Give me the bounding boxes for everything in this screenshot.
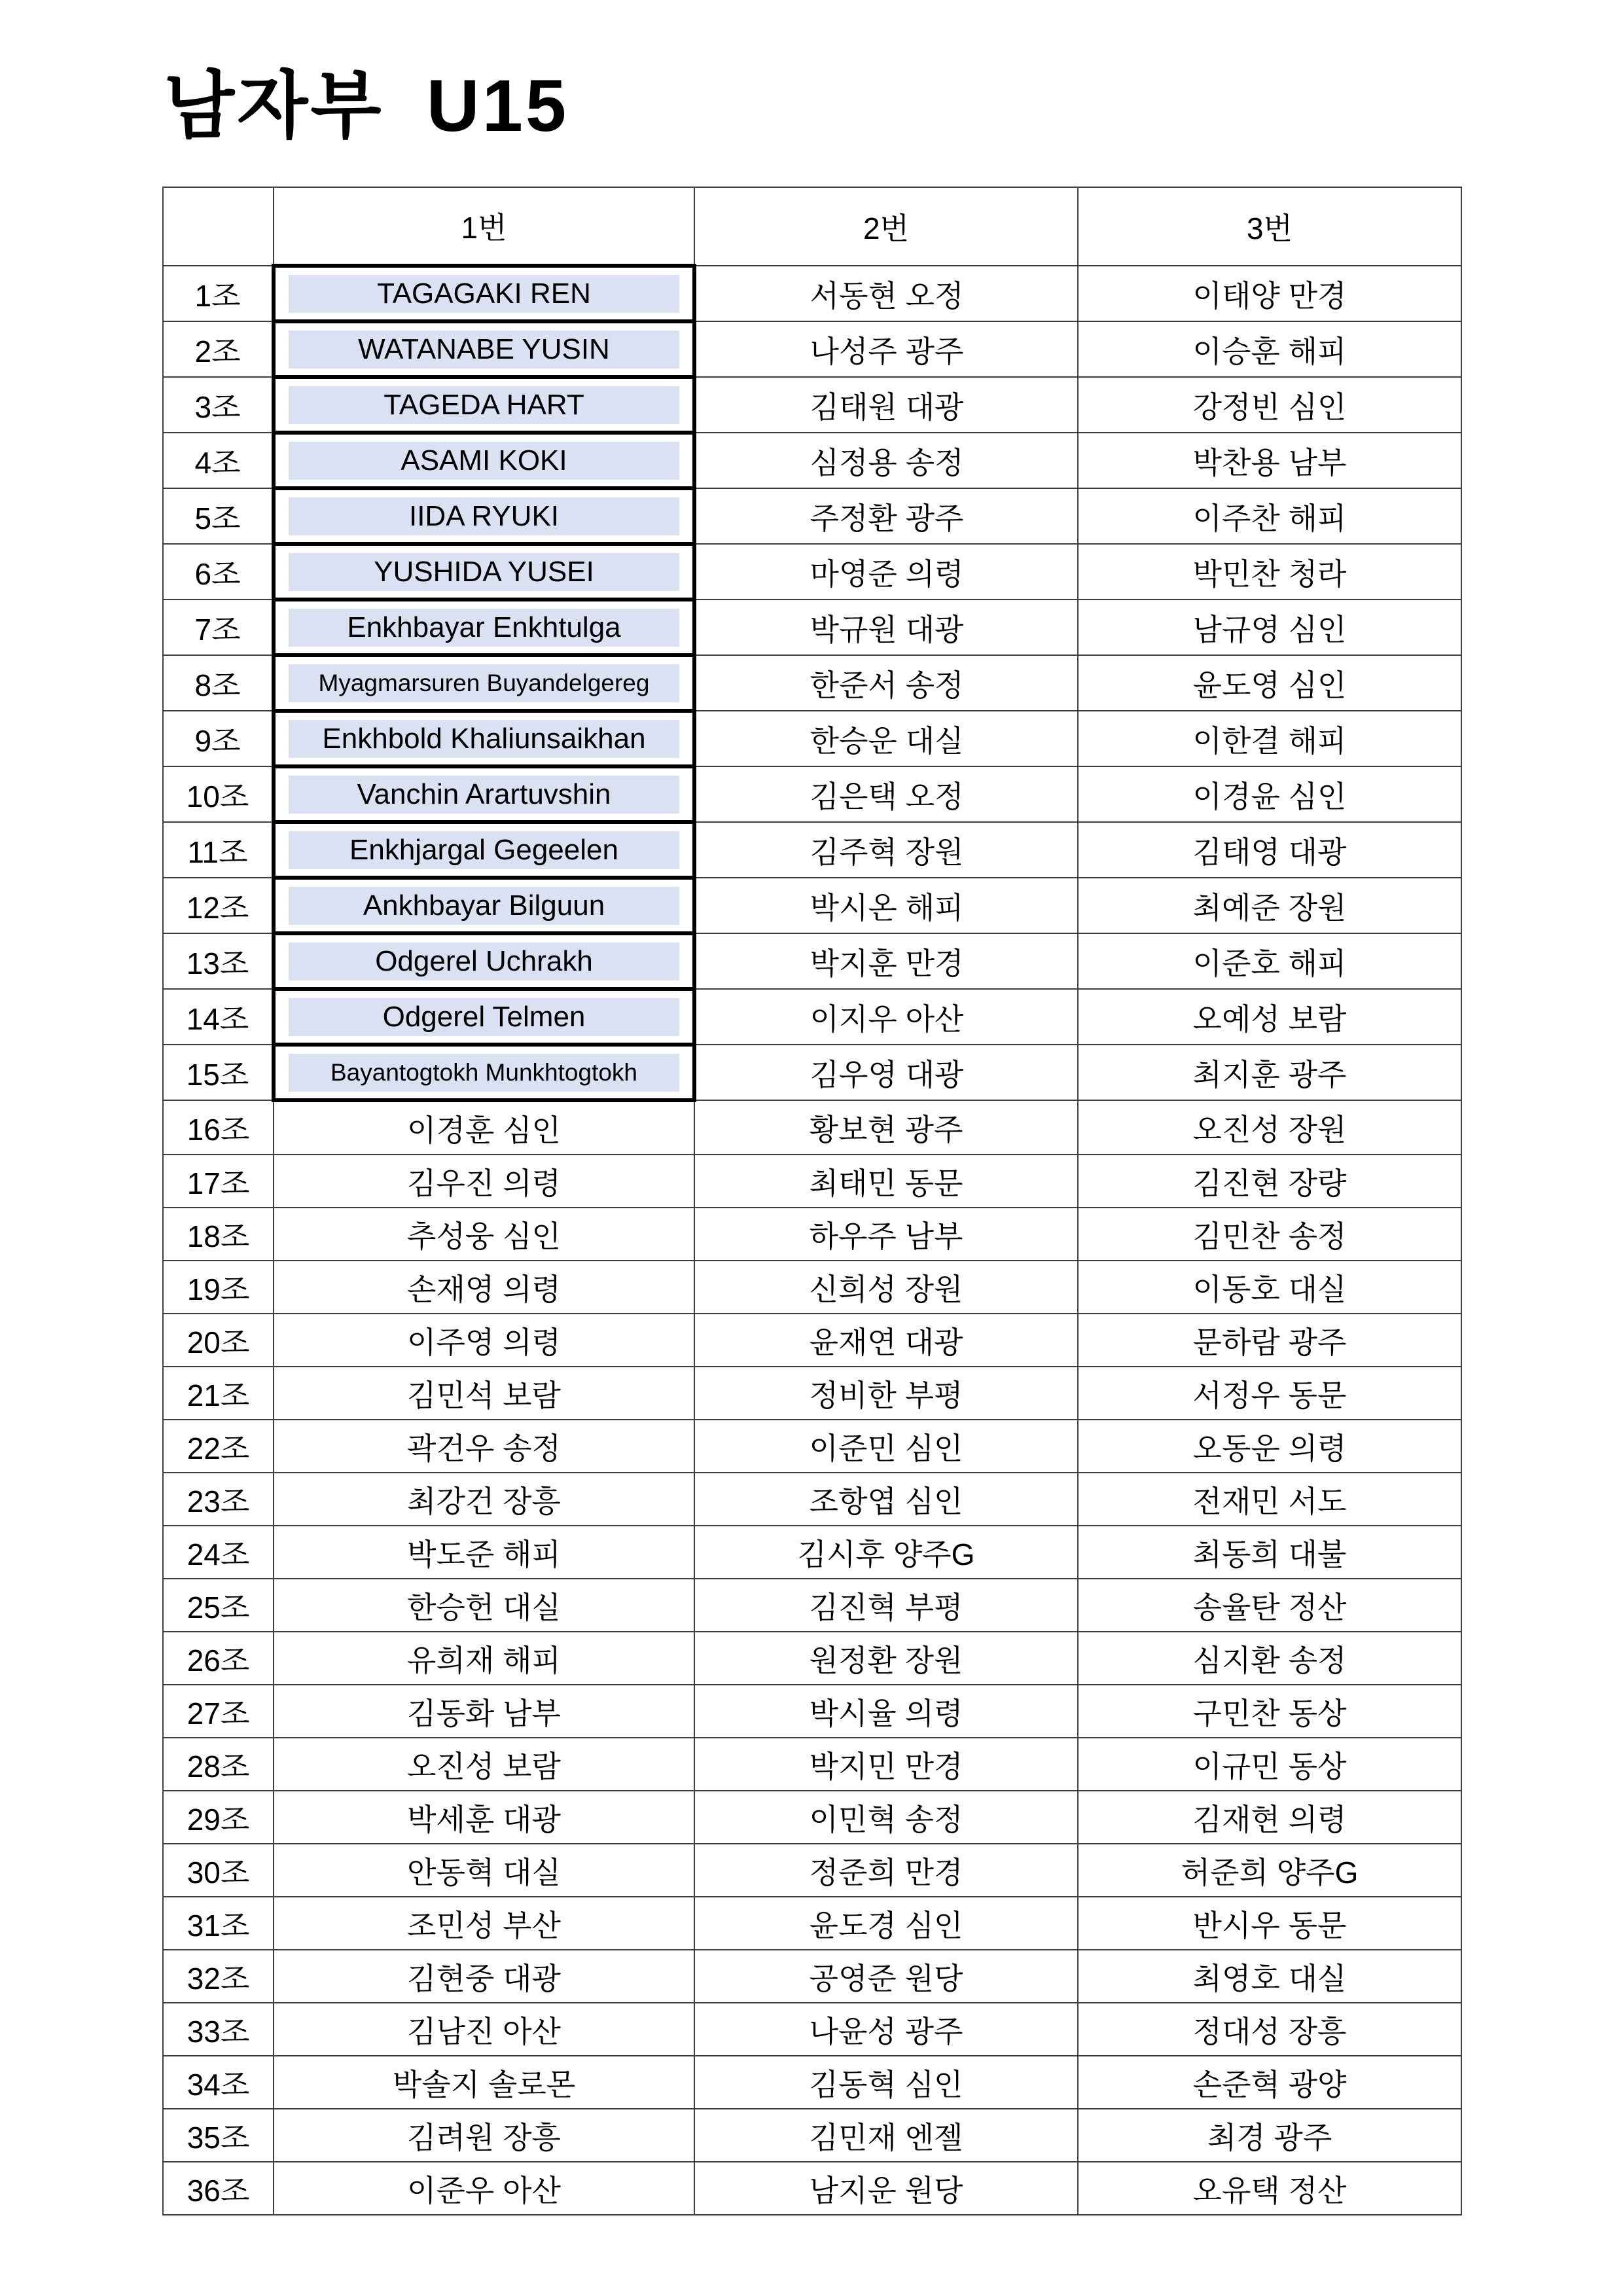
table-row xyxy=(163,1314,1461,1367)
player-3-cell: 김재현 의령 xyxy=(1078,1791,1461,1844)
table-row xyxy=(163,1367,1461,1420)
player-2-cell: 최태민 동문 xyxy=(694,1155,1078,1208)
player-2-cell: 이지우 아산 xyxy=(694,989,1078,1045)
group-label: 8조 xyxy=(163,655,274,711)
table-row xyxy=(163,2003,1461,2056)
highlight-box: Ankhbayar Bilguun xyxy=(289,887,679,925)
player-3-cell: 강정빈 심인 xyxy=(1078,377,1461,433)
player-3-cell: 박찬용 남부 xyxy=(1078,433,1461,488)
player-1-cell: 김남진 아산 xyxy=(274,2003,694,2056)
player-3-cell: 남규영 심인 xyxy=(1078,600,1461,655)
highlight-box: TAGEDA HART xyxy=(289,386,679,424)
table-row xyxy=(163,488,1461,544)
group-label: 17조 xyxy=(163,1155,274,1208)
player-1-cell xyxy=(274,600,694,655)
table-row xyxy=(163,321,1461,377)
player-2-cell: 박지훈 만경 xyxy=(694,933,1078,989)
highlight-box: IIDA RYUKI xyxy=(289,497,679,535)
player-3-cell: 윤도영 심인 xyxy=(1078,655,1461,711)
player-1-cell xyxy=(274,933,694,989)
group-label: 36조 xyxy=(163,2162,274,2215)
player-3-cell: 이준호 해피 xyxy=(1078,933,1461,989)
player-2-cell: 주정환 광주 xyxy=(694,488,1078,544)
player-1-cell: 조민성 부산 xyxy=(274,1897,694,1950)
group-label: 29조 xyxy=(163,1791,274,1844)
group-label: 9조 xyxy=(163,711,274,766)
group-label: 14조 xyxy=(163,989,274,1045)
player-1-cell: 곽건우 송정 xyxy=(274,1420,694,1473)
column-header-1: 1번 xyxy=(274,187,694,266)
group-label: 1조 xyxy=(163,266,274,321)
page-title: 남자부 U15 xyxy=(164,65,569,147)
table-row xyxy=(163,1791,1461,1844)
player-1-cell: 오진성 보람 xyxy=(274,1738,694,1791)
player-1-cell xyxy=(274,655,694,711)
player-2-cell: 나윤성 광주 xyxy=(694,2003,1078,2056)
player-3-cell: 전재민 서도 xyxy=(1078,1473,1461,1526)
player-2-cell: 서동현 오정 xyxy=(694,266,1078,321)
player-2-cell: 이준민 심인 xyxy=(694,1420,1078,1473)
player-3-cell: 최지훈 광주 xyxy=(1078,1045,1461,1100)
player-2-cell: 이민혁 송정 xyxy=(694,1791,1078,1844)
player-1-cell: 김려원 장흥 xyxy=(274,2109,694,2162)
player-2-cell: 박지민 만경 xyxy=(694,1738,1078,1791)
group-label: 30조 xyxy=(163,1844,274,1897)
player-3-cell: 최동희 대불 xyxy=(1078,1526,1461,1579)
table-row xyxy=(163,433,1461,488)
player-2-cell: 김은택 오정 xyxy=(694,766,1078,822)
group-label: 28조 xyxy=(163,1738,274,1791)
table-row xyxy=(163,1261,1461,1314)
group-label: 35조 xyxy=(163,2109,274,2162)
table-header xyxy=(163,187,1461,266)
player-2-cell: 나성주 광주 xyxy=(694,321,1078,377)
group-label: 33조 xyxy=(163,2003,274,2056)
group-label: 27조 xyxy=(163,1685,274,1738)
player-2-cell: 정준희 만경 xyxy=(694,1844,1078,1897)
player-2-cell: 윤재연 대광 xyxy=(694,1314,1078,1367)
player-2-cell: 신희성 장원 xyxy=(694,1261,1078,1314)
table-row xyxy=(163,1155,1461,1208)
player-2-cell: 정비한 부평 xyxy=(694,1367,1078,1420)
group-label: 12조 xyxy=(163,878,274,933)
player-3-cell: 송율탄 정산 xyxy=(1078,1579,1461,1632)
group-label: 24조 xyxy=(163,1526,274,1579)
group-label: 7조 xyxy=(163,600,274,655)
highlight-box: Odgerel Telmen xyxy=(289,998,679,1036)
player-2-cell: 김동혁 심인 xyxy=(694,2056,1078,2109)
table-row xyxy=(163,1526,1461,1579)
player-2-cell: 원정환 장원 xyxy=(694,1632,1078,1685)
player-3-cell: 이주찬 해피 xyxy=(1078,488,1461,544)
player-3-cell: 오동운 의령 xyxy=(1078,1420,1461,1473)
group-label: 18조 xyxy=(163,1208,274,1261)
group-label: 21조 xyxy=(163,1367,274,1420)
player-3-cell: 오진성 장원 xyxy=(1078,1100,1461,1155)
player-2-cell: 박규원 대광 xyxy=(694,600,1078,655)
table-row xyxy=(163,544,1461,600)
player-1-cell: 손재영 의령 xyxy=(274,1261,694,1314)
player-2-cell: 마영준 의령 xyxy=(694,544,1078,600)
player-3-cell: 문하람 광주 xyxy=(1078,1314,1461,1367)
player-3-cell: 이승훈 해피 xyxy=(1078,321,1461,377)
table-row xyxy=(163,2162,1461,2215)
group-label: 20조 xyxy=(163,1314,274,1367)
table-row xyxy=(163,600,1461,655)
column-header-3: 3번 xyxy=(1078,187,1461,266)
group-label: 3조 xyxy=(163,377,274,433)
highlight-box: Enkhbold Khaliunsaikhan xyxy=(289,720,679,758)
player-1-cell xyxy=(274,544,694,600)
player-1-cell: 박세훈 대광 xyxy=(274,1791,694,1844)
highlight-box: Enkhbayar Enkhtulga xyxy=(289,609,679,647)
player-2-cell: 김진혁 부평 xyxy=(694,1579,1078,1632)
player-1-cell xyxy=(274,377,694,433)
group-label: 32조 xyxy=(163,1950,274,2003)
player-3-cell: 최경 광주 xyxy=(1078,2109,1461,2162)
player-3-cell: 최영호 대실 xyxy=(1078,1950,1461,2003)
player-2-cell: 김민재 엔젤 xyxy=(694,2109,1078,2162)
player-2-cell: 한준서 송정 xyxy=(694,655,1078,711)
table-row xyxy=(163,766,1461,822)
table-row xyxy=(163,655,1461,711)
player-1-cell: 이경훈 심인 xyxy=(274,1100,694,1155)
player-1-cell: 김동화 남부 xyxy=(274,1685,694,1738)
player-3-cell: 구민찬 동상 xyxy=(1078,1685,1461,1738)
player-1-cell xyxy=(274,989,694,1045)
table-row xyxy=(163,1632,1461,1685)
corner-cell xyxy=(163,187,274,266)
player-3-cell: 이태양 만경 xyxy=(1078,266,1461,321)
group-label: 13조 xyxy=(163,933,274,989)
group-label: 5조 xyxy=(163,488,274,544)
highlight-box: Enkhjargal Gegeelen xyxy=(289,831,679,869)
player-1-cell xyxy=(274,488,694,544)
player-2-cell: 김태원 대광 xyxy=(694,377,1078,433)
player-1-cell: 김민석 보람 xyxy=(274,1367,694,1420)
group-label: 19조 xyxy=(163,1261,274,1314)
player-3-cell: 이규민 동상 xyxy=(1078,1738,1461,1791)
player-1-cell xyxy=(274,321,694,377)
player-3-cell: 허준희 양주G xyxy=(1078,1844,1461,1897)
table-row xyxy=(163,989,1461,1045)
player-2-cell: 황보현 광주 xyxy=(694,1100,1078,1155)
player-3-cell: 오예성 보람 xyxy=(1078,989,1461,1045)
table-row xyxy=(163,1045,1461,1100)
player-2-cell: 심정용 송정 xyxy=(694,433,1078,488)
table-row xyxy=(163,2056,1461,2109)
group-label: 16조 xyxy=(163,1100,274,1155)
highlight-box: Vanchin Arartuvshin xyxy=(289,776,679,814)
group-label: 25조 xyxy=(163,1579,274,1632)
player-2-cell: 하우주 남부 xyxy=(694,1208,1078,1261)
group-label: 11조 xyxy=(163,822,274,878)
player-1-cell: 박도준 해피 xyxy=(274,1526,694,1579)
group-label: 4조 xyxy=(163,433,274,488)
player-1-cell xyxy=(274,766,694,822)
highlight-box: TAGAGAKI REN xyxy=(289,275,679,313)
highlight-box: Bayantogtokh Munkhtogtokh xyxy=(289,1054,679,1092)
column-header-2: 2번 xyxy=(694,187,1078,266)
player-3-cell: 최예준 장원 xyxy=(1078,878,1461,933)
player-3-cell: 이한결 해피 xyxy=(1078,711,1461,766)
player-1-cell: 이주영 의령 xyxy=(274,1314,694,1367)
group-label: 10조 xyxy=(163,766,274,822)
group-label: 23조 xyxy=(163,1473,274,1526)
table-row xyxy=(163,1738,1461,1791)
highlight-box: ASAMI KOKI xyxy=(289,442,679,480)
player-2-cell: 김주혁 장원 xyxy=(694,822,1078,878)
player-3-cell: 오유택 정산 xyxy=(1078,2162,1461,2215)
player-2-cell: 김시후 양주G xyxy=(694,1526,1078,1579)
group-label: 15조 xyxy=(163,1045,274,1100)
player-1-cell: 이준우 아산 xyxy=(274,2162,694,2215)
player-2-cell: 한승운 대실 xyxy=(694,711,1078,766)
player-1-cell xyxy=(274,433,694,488)
highlight-box: Odgerel Uchrakh xyxy=(289,942,679,980)
highlight-box: YUSHIDA YUSEI xyxy=(289,553,679,591)
group-label: 26조 xyxy=(163,1632,274,1685)
player-3-cell: 이경윤 심인 xyxy=(1078,766,1461,822)
table-row xyxy=(163,377,1461,433)
player-1-cell: 박솔지 솔로몬 xyxy=(274,2056,694,2109)
table-row xyxy=(163,1685,1461,1738)
player-3-cell: 심지환 송정 xyxy=(1078,1632,1461,1685)
table-row xyxy=(163,1844,1461,1897)
player-3-cell: 김태영 대광 xyxy=(1078,822,1461,878)
table-row xyxy=(163,1473,1461,1526)
player-1-cell: 한승헌 대실 xyxy=(274,1579,694,1632)
table-row xyxy=(163,933,1461,989)
table-row xyxy=(163,1950,1461,2003)
player-1-cell xyxy=(274,711,694,766)
player-3-cell: 박민찬 청라 xyxy=(1078,544,1461,600)
player-3-cell: 서정우 동문 xyxy=(1078,1367,1461,1420)
player-1-cell xyxy=(274,822,694,878)
player-1-cell: 안동혁 대실 xyxy=(274,1844,694,1897)
player-2-cell: 박시율 의령 xyxy=(694,1685,1078,1738)
player-3-cell: 김민찬 송정 xyxy=(1078,1208,1461,1261)
player-1-cell: 유희재 해피 xyxy=(274,1632,694,1685)
table-row xyxy=(163,1579,1461,1632)
group-label: 2조 xyxy=(163,321,274,377)
player-2-cell: 남지운 원당 xyxy=(694,2162,1078,2215)
player-3-cell: 반시우 동문 xyxy=(1078,1897,1461,1950)
player-2-cell: 공영준 원당 xyxy=(694,1950,1078,2003)
group-label: 22조 xyxy=(163,1420,274,1473)
player-1-cell xyxy=(274,266,694,321)
player-1-cell: 김현중 대광 xyxy=(274,1950,694,2003)
table-row xyxy=(163,2109,1461,2162)
group-label: 31조 xyxy=(163,1897,274,1950)
table-row xyxy=(163,711,1461,766)
table-row xyxy=(163,266,1461,321)
player-1-cell xyxy=(274,1045,694,1100)
table-row xyxy=(163,822,1461,878)
player-2-cell: 박시온 해피 xyxy=(694,878,1078,933)
player-2-cell: 윤도경 심인 xyxy=(694,1897,1078,1950)
player-1-cell xyxy=(274,878,694,933)
highlight-box: WATANABE YUSIN xyxy=(289,331,679,368)
player-1-cell: 김우진 의령 xyxy=(274,1155,694,1208)
table-row xyxy=(163,1420,1461,1473)
player-3-cell: 손준혁 광양 xyxy=(1078,2056,1461,2109)
highlight-box: Myagmarsuren Buyandelgereg xyxy=(289,664,679,702)
table-row xyxy=(163,878,1461,933)
player-3-cell: 이동호 대실 xyxy=(1078,1261,1461,1314)
group-label: 6조 xyxy=(163,544,274,600)
player-3-cell: 김진현 장량 xyxy=(1078,1155,1461,1208)
roster-table xyxy=(162,187,1462,2215)
player-1-cell: 추성웅 심인 xyxy=(274,1208,694,1261)
player-2-cell: 김우영 대광 xyxy=(694,1045,1078,1100)
player-1-cell: 최강건 장흥 xyxy=(274,1473,694,1526)
table-body xyxy=(163,266,1461,2215)
player-2-cell: 조항엽 심인 xyxy=(694,1473,1078,1526)
player-3-cell: 정대성 장흥 xyxy=(1078,2003,1461,2056)
group-label: 34조 xyxy=(163,2056,274,2109)
table-row xyxy=(163,1100,1461,1155)
table-row xyxy=(163,1208,1461,1261)
header-row xyxy=(163,187,1461,266)
table-row xyxy=(163,1897,1461,1950)
